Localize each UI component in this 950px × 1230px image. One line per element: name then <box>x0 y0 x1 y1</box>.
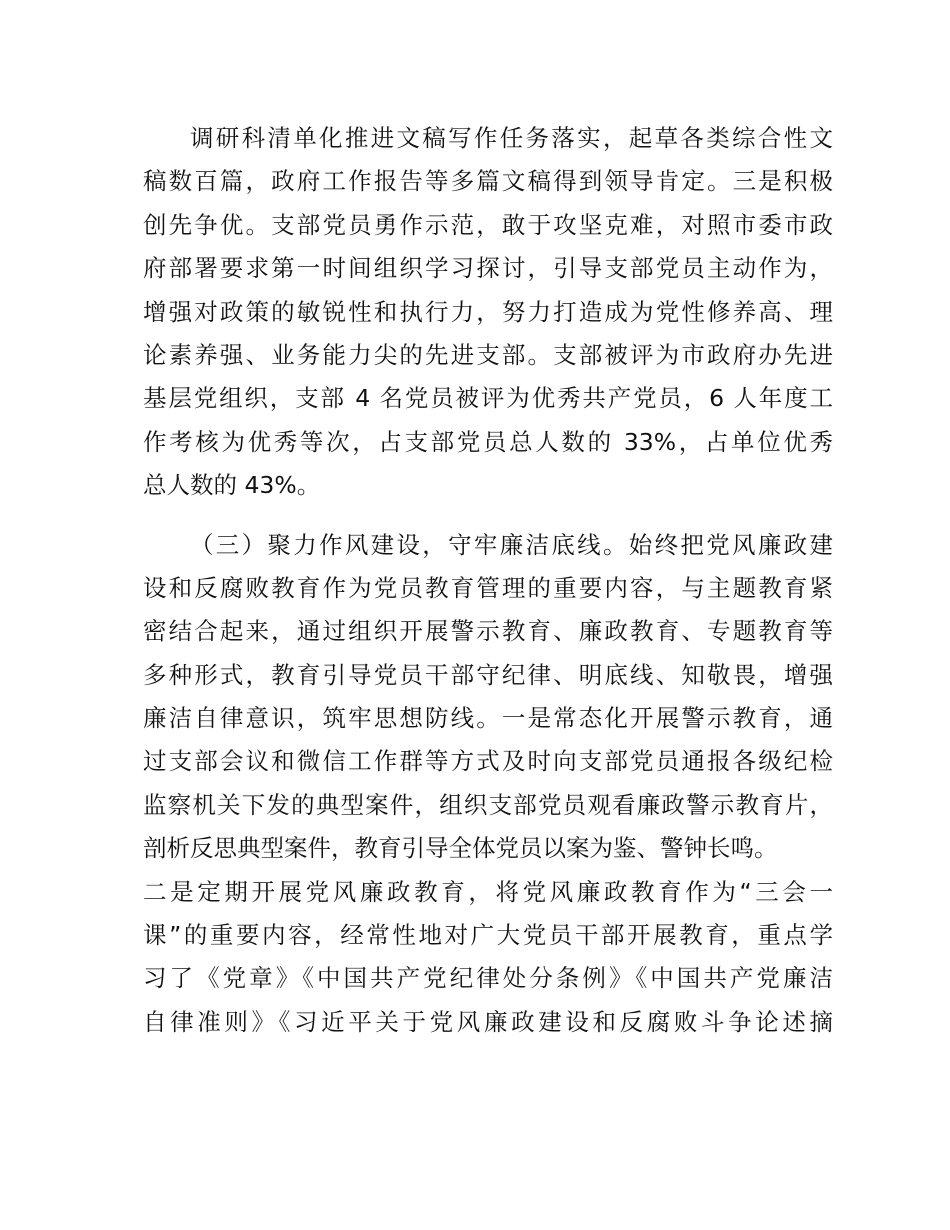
text-line: 作考核为优秀等次，占支部党员总人数的 33%，占单位优秀 <box>143 427 833 456</box>
text-line: 自律准则》《习近平关于党风廉政建设和反腐败斗争论述摘 <box>143 1007 833 1036</box>
text-line: 密结合起来，通过组织开展警示教育、廉政教育、专题教育等 <box>143 617 833 646</box>
document-body <box>143 117 833 1044</box>
text-line: 剖析反思典型案件，教育引导全体党员以案为鉴、警钟长鸣。 <box>143 834 778 863</box>
text-line: 稿数百篇，政府工作报告等多篇文稿得到领导肯定。三是积极 <box>143 167 833 196</box>
text-line: 总人数的 43%。 <box>143 471 321 500</box>
paragraph-1 <box>143 117 833 508</box>
paragraph-spacer <box>143 508 833 524</box>
text-line: 监察机关下发的典型案件，组织支部党员观看廉政警示教育片， <box>143 790 833 819</box>
text-line: 调研科清单化推进文稿写作任务落实，起草各类综合性文 <box>190 124 833 152</box>
text-line: 论素养强、业务能力尖的先进支部。支部被评为市政府办先进 <box>143 340 833 369</box>
text-line: 府部署要求第一时间组织学习探讨，引导支部党员主动作为， <box>143 254 833 283</box>
text-line: 习了《党章》《中国共产党纪律处分条例》《中国共产党廉洁 <box>143 964 833 993</box>
text-line: 课”的重要内容，经常性地对广大党员干部开展教育，重点学 <box>143 921 833 950</box>
text-line: 设和反腐败教育作为党员教育管理的重要内容，与主题教育紧 <box>143 573 833 602</box>
text-line: 过支部会议和微信工作群等方式及时向支部党员通报各级纪检 <box>143 747 833 776</box>
text-line: 廉洁自律意识，筑牢思想防线。一是常态化开展警示教育，通 <box>143 704 833 733</box>
text-line: 二是定期开展党风廉政教育，将党风廉政教育作为“三会一 <box>143 877 833 906</box>
text-line: 基层党组织，支部 4 名党员被评为优秀共产党员，6 人年度工 <box>143 384 833 413</box>
paragraph-2 <box>143 524 833 1045</box>
text-line: 增强对政策的敏锐性和执行力，努力打造成为党性修养高、理 <box>143 297 833 326</box>
text-line: 创先争优。支部党员勇作示范，敢于攻坚克难，对照市委市政 <box>143 210 833 239</box>
text-line: （三）聚力作风建设，守牢廉洁底线。始终把党风廉政建 <box>190 530 833 559</box>
text-line: 多种形式，教育引导党员干部守纪律、明底线、知敬畏，增强 <box>143 660 833 689</box>
